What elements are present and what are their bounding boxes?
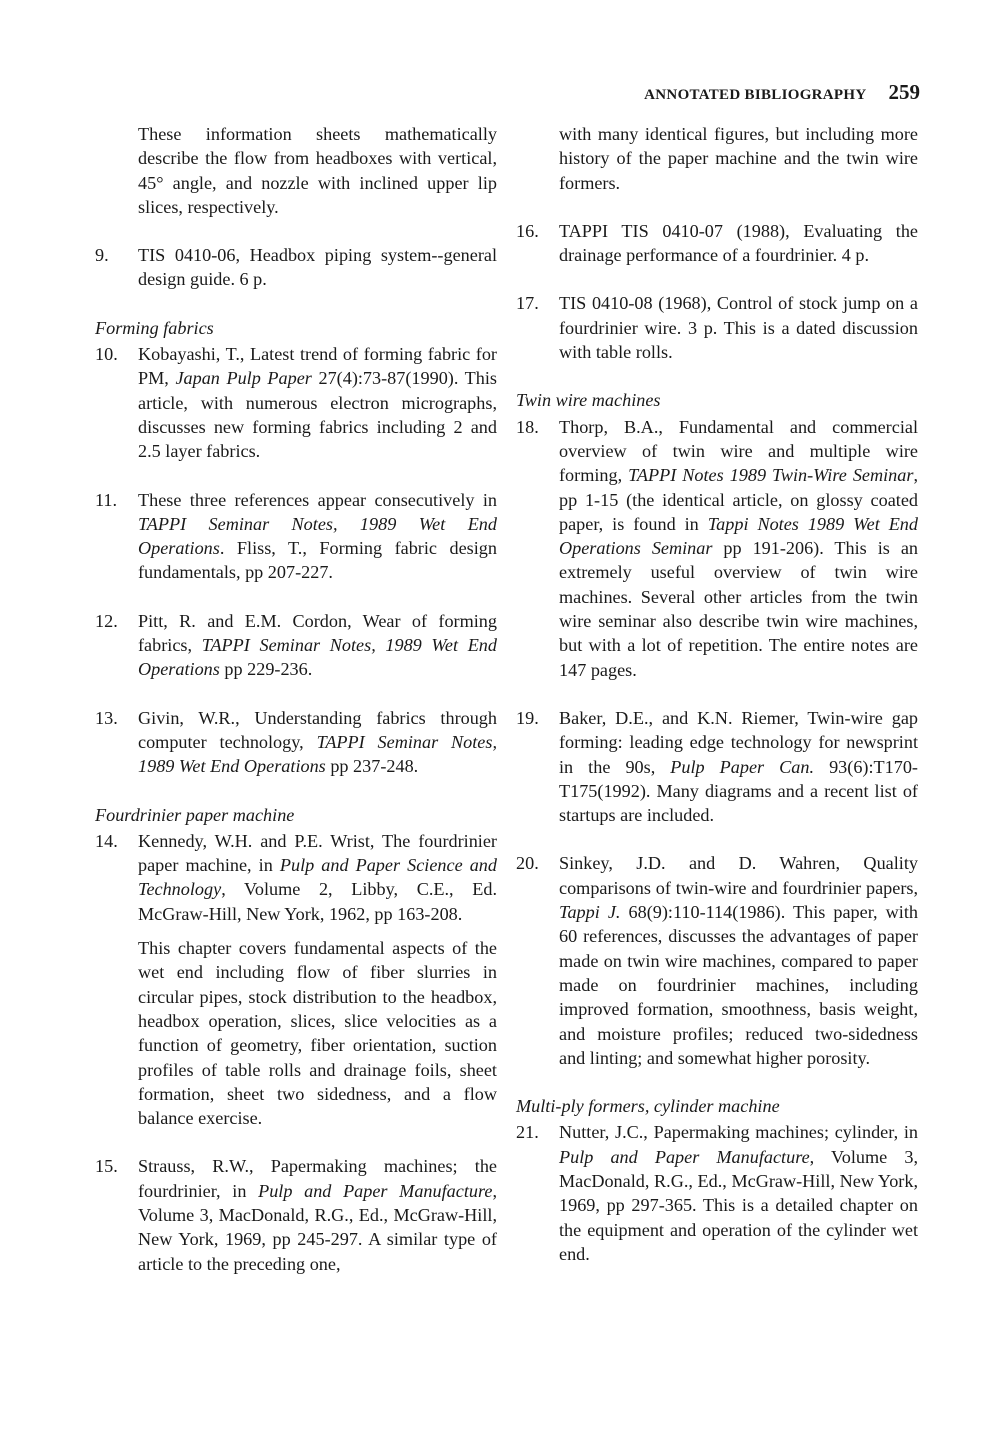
reference-text: Baker, D.E., and K.N. Riemer, Twin-wire gap forming: leading edge technology for newsprint in the 90s, Pulp Paper Can. 93(6):T170-T175(1992). Many diagrams and a recent list of startups are included. xyxy=(559,707,918,826)
reference-number: 14. xyxy=(95,830,118,851)
reference-text: These three references appear consecutively in TAPPI Seminar Notes, 1989 Wet End Operations. Fliss, T., Forming fabric design fundamentals, pp 207-227. xyxy=(138,489,497,583)
reference-21 xyxy=(516,1120,918,1266)
section-heading-fourdrinier: Fourdrinier paper machine xyxy=(95,804,295,825)
reference-10 xyxy=(95,342,497,463)
continued-paragraph: with many identical figures, but including more history of the paper machine and the twin wire formers. xyxy=(559,124,918,193)
reference-15 xyxy=(95,1154,497,1275)
reference-number: 20. xyxy=(516,853,539,874)
reference-number: 9. xyxy=(95,245,109,266)
running-head xyxy=(644,80,920,105)
reference-18 xyxy=(516,415,918,682)
reference-text: Kobayashi, T., Latest trend of forming fabric for PM, Japan Pulp Paper 27(4):73-87(1990). This article, with numerous electron micrographs, discusses new forming fabrics including 2 and 2.5 layer fabrics. xyxy=(138,344,498,462)
reference-number: 12. xyxy=(95,610,118,631)
reference-20 xyxy=(516,851,918,1070)
reference-text: Pitt, R. and E.M. Cordon, Wear of forming fabrics, TAPPI Seminar Notes, 1989 Wet End Operations pp 229-236. xyxy=(138,610,497,680)
reference-17 xyxy=(516,291,918,364)
reference-number: 21. xyxy=(516,1122,539,1143)
reference-text: Kennedy, W.H. and P.E. Wrist, The fourdrinier paper machine, in Pulp and Paper Science and Technology, Volume 2, Libby, C.E., Ed. McGraw-Hill, New York, 1962, pp 163-208. This chapter covers fundamental aspects of the wet end including flow of fiber slurries in circular pipes, stock distribution to the headbox, headbox operation, slices, slice velocities as a function of geometry, fiber orientation, suction profiles of table rolls and drainage foils, sheet formation, sheet two sidedness, and a flow balance exercise. xyxy=(138,829,497,1131)
reference-number: 19. xyxy=(516,707,539,728)
reference-text: Nutter, J.C., Papermaking machines; cylinder, in Pulp and Paper Manufacture, Volume 3, MacDonald, R.G., Ed., McGraw-Hill, New York, 1969, pp 297-365. This is a detailed chapter on the equipment and operation of the cylinder wet end. xyxy=(559,1122,918,1264)
reference-text: Givin, W.R., Understanding fabrics through computer technology, TAPPI Seminar Notes, 1989 Wet End Operations pp 237-248. xyxy=(138,707,497,777)
reference-11 xyxy=(95,488,497,585)
reference-12 xyxy=(95,609,497,682)
right-column xyxy=(516,122,918,1290)
reference-14 xyxy=(95,829,497,1131)
left-column xyxy=(95,122,497,1300)
reference-16 xyxy=(516,219,918,268)
reference-text: Strauss, R.W., Papermaking machines; the fourdrinier, in Pulp and Paper Manufacture, Volume 3, MacDonald, R.G., Ed., McGraw-Hill, New York, 1969, pp 245-297. A similar type of article to the preceding one, xyxy=(138,1156,497,1274)
reference-note: This chapter covers fundamental aspects of the wet end including flow of fiber slurries in circular pipes, stock distribution to the headbox, headbox operation, slices, slice velocities as a function of geometry, fiber orientation, suction profiles of table rolls and drainage foils, sheet formation, sheet two sidedness, and a flow balance exercise. xyxy=(138,938,497,1129)
reference-text: Sinkey, J.D. and D. Wahren, Quality comparisons of twin-wire and fourdrinier papers, Tappi J. 68(9):110-114(1986). This paper, with 60 references, discusses the advantages of paper made on twin wire machines, compared to paper made on fourdrinier machines, including improved formation, smoothness, basis weight, and moisture profiles; reduced two-sidedness and linting; and somewhat higher porosity. xyxy=(559,853,918,1068)
reference-number: 13. xyxy=(95,707,118,728)
reference-number: 15. xyxy=(95,1156,118,1177)
reference-19 xyxy=(516,706,918,827)
reference-text: Thorp, B.A., Fundamental and commercial overview of twin wire and multiple wire forming, TAPPI Notes 1989 Twin-Wire Seminar, pp 1-15 (the identical article, on glossy coated paper, is found in Tappi Notes 1989 Wet End Operations Seminar pp 191-206). This is an extremely useful overview of twin wire machines. Several other articles from the twin wire seminar also describe twin wire machines, but with a lot of repetition. The entire notes are 147 pages. xyxy=(559,416,918,680)
section-heading-multi-ply: Multi-ply formers, cylinder machine xyxy=(516,1096,780,1117)
reference-number: 11. xyxy=(95,489,118,510)
section-heading-forming-fabrics: Forming fabrics xyxy=(95,317,214,338)
running-title: ANNOTATED BIBLIOGRAPHY xyxy=(644,87,867,103)
reference-text: TIS 0410-06, Headbox piping system--general design guide. 6 p. xyxy=(138,245,497,290)
page-number: 259 xyxy=(888,80,920,104)
reference-number: 16. xyxy=(516,220,539,241)
reference-text: TAPPI TIS 0410-07 (1988), Evaluating the drainage performance of a fourdrinier. 4 p. xyxy=(559,220,918,266)
intro-paragraph: These information sheets mathematically describe the flow from headboxes with vertical, 45° angle, and nozzle with inclined upper lip slices, respectively. xyxy=(138,124,497,217)
section-heading-twin-wire: Twin wire machines xyxy=(516,390,661,411)
reference-number: 17. xyxy=(516,293,539,314)
reference-number: 18. xyxy=(516,416,539,437)
reference-text: TIS 0410-08 (1968), Control of stock jump on a fourdrinier wire. 3 p. This is a dated discussion with table rolls. xyxy=(559,293,918,363)
reference-number: 10. xyxy=(95,344,118,365)
reference-9 xyxy=(95,243,497,292)
reference-13 xyxy=(95,706,497,779)
